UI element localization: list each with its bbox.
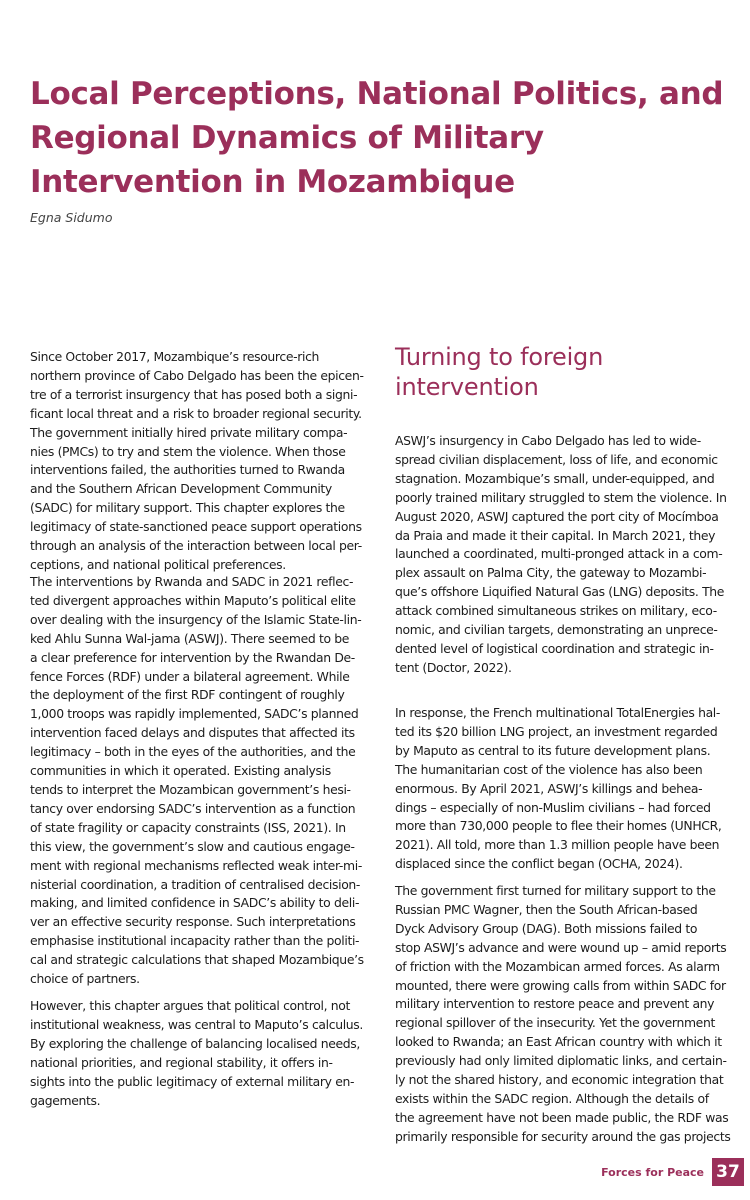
publication-name: Forces for Peace	[601, 1165, 704, 1179]
author-name: Egna Sidumo	[30, 210, 113, 225]
body-paragraph: In response, the French multinational TotalEnergies hal- ted its $20 billion LNG project, an investment regarded by Maputo as central to its future development plans. The humanitarian cost of the violence has also been enormous. By April 2021, ASWJ’s killings and behea- dings – especially of non-Muslim civilians – had forced more than 730,000 people to flee their homes (UNHCR, 2021). All told, more than 1.3 million people have been displaced since the conflict began (OCHA, 2024).	[395, 705, 722, 872]
body-paragraph: However, this chapter argues that political control, not institutional weakness, was central to Maputo’s calculus. By exploring the challenge of balancing localised needs, national priorities, and regional stability, it offers in- sights into the public legitimacy of external military en- gagements.	[30, 998, 364, 1108]
left-column	[30, 348, 372, 1110]
body-paragraph: The interventions by Rwanda and SADC in 2021 reflec- ted divergent approaches within Maputo’s political elite over dealing with the insurgency of the Islamic State-lin- ked Ahlu Sunna Wal-jama (ASWJ). There seemed to be a clear preference for intervention by the Rwandan De- fence Forces (RDF) under a bilateral agreement. While the deployment of the first RDF contingent of roughly 1,000 troops was rapidly implemented, SADC’s planned intervention faced delays and disputes that affected its legitimacy – both in the eyes of the authorities, and the communities in which it operated. Existing analysis tends to interpret the Mozambican government’s hesi- tancy over endorsing SADC’s intervention as a function of state fragility or capacity constraints (ISS, 2021). In this view, the government’s slow and cautious engage- ment with regional mechanisms reflected weak inter-mi- nisterial coordination, a tradition of centralised decision- making, and limited confidence in SADC’s ability to deli- ver an effective security response. Such interpretations emphasise institutional incapacity rather than the politi- cal and strategic calculations that shaped Mozambique’s choice of partners.	[30, 574, 364, 987]
page-number: 37	[712, 1158, 744, 1186]
section-heading: Turning to foreign intervention	[395, 343, 604, 401]
body-paragraph: ASWJ’s insurgency in Cabo Delgado has led to wide- spread civilian displacement, loss of life, and economic stagnation. Mozambique’s small, under-equipped, and poorly trained military struggled to stem the violence. In August 2020, ASWJ captured the port city of Mocímboa da Praia and made it their capital. In March 2021, they launched a coordinated, multi-pronged attack in a com- plex assault on Palma City, the gateway to Mozambi- que’s offshore Liquified Natural Gas (LNG) deposits. The attack combined simultaneous strikes on military, eco- nomic, and civilian targets, demonstrating an unprece- dented level of logistical coordination and strategic in- tent (Doctor, 2022).	[395, 433, 727, 675]
page-footer	[601, 1158, 744, 1186]
body-paragraph: Since October 2017, Mozambique’s resource-rich northern province of Cabo Delgado has been the epicen- tre of a terrorist insurgency that has posed both a signi- ficant local threat and a risk to broader regional security. The government initially hired private military compa- nies (PMCs) to try and stem the violence. When those interventions failed, the authorities turned to Rwanda and the Southern African Development Community (SADC) for military support. This chapter explores the legitimacy of state-sanctioned peace support operations through an analysis of the interaction between local per- ceptions, and national political preferences.	[30, 349, 364, 572]
chapter-title: Local Perceptions, National Politics, and Regional Dynamics of Military Intervention in Mozambique	[30, 76, 724, 200]
body-paragraph: The government first turned for military support to the Russian PMC Wagner, then the South African-based Dyck Advisory Group (DAG). Both missions failed to stop ASWJ’s advance and were wound up – amid reports of friction with the Mozambican armed forces. As alarm mounted, there were growing calls from within SADC for military intervention to restore peace and prevent any regional spillover of the insecurity. Yet the government looked to Rwanda; an East African country with which it previously had only limited diplomatic links, and certain- ly not the shared history, and economic integration that exists within the SADC region. Although the details of the agreement have not been made public, the RDF was primarily responsible for security around the gas projects	[395, 883, 731, 1144]
right-column	[395, 342, 740, 1147]
